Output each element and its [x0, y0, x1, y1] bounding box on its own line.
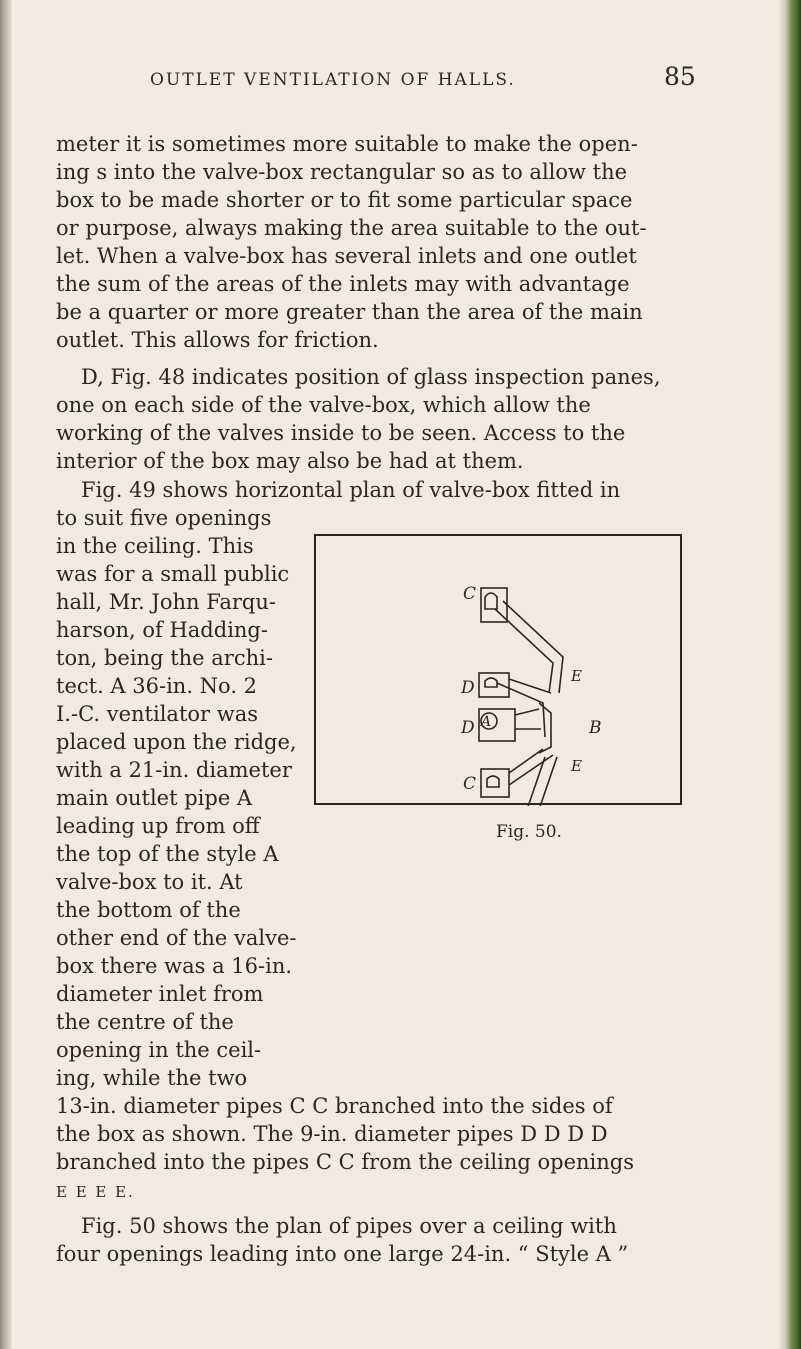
- body-line: the sum of the areas of the inlets may with advantage: [56, 272, 630, 296]
- body-line: be a quarter or more greater than the area of the main: [56, 300, 643, 324]
- opening-symbol: [485, 593, 497, 609]
- ceiling-opening-d-upper: [479, 673, 509, 697]
- body-line: ton, being the archi-: [56, 646, 273, 670]
- body-line: four openings leading into one large 24-in. “ Style A ”: [56, 1242, 629, 1266]
- body-line: harson, of Hadding-: [56, 618, 268, 642]
- label-e-upper: E: [571, 667, 582, 685]
- body-line: 13-in. diameter pipes C C branched into the sides of: [56, 1094, 613, 1118]
- body-line: the bottom of the: [56, 898, 241, 922]
- label-d-upper: D: [461, 678, 475, 698]
- body-line: E E E E.: [56, 1183, 135, 1201]
- label-c-top: C: [463, 584, 477, 604]
- label-d-lower: D: [461, 718, 475, 738]
- label-e-lower: E: [571, 757, 582, 775]
- body-line: the centre of the: [56, 1010, 234, 1034]
- body-line: other end of the valve-: [56, 926, 297, 950]
- body-line: valve-box to it. At: [56, 870, 243, 894]
- body-line: leading up from off: [56, 814, 260, 838]
- body-line: one on each side of the valve-box, which allow the: [56, 393, 591, 417]
- body-line: to suit five openings: [56, 506, 272, 530]
- body-line: tect. A 36-in. No. 2: [56, 674, 258, 698]
- body-line: Fig. 49 shows horizontal plan of valve-box fitted in: [81, 478, 621, 502]
- pipe-c-lower: [519, 757, 545, 806]
- figure-50-pipe-plan: [313, 533, 683, 806]
- body-line: box there was a 16-in.: [56, 954, 293, 978]
- running-head: OUTLET VENTILATION OF HALLS.: [150, 70, 516, 90]
- figure-caption: Fig. 50.: [496, 822, 562, 842]
- body-line: box to be made shorter or to fit some particular space: [56, 188, 633, 212]
- body-line: hall, Mr. John Farqu-: [56, 590, 276, 614]
- body-line: let. When a valve-box has several inlets and one outlet: [56, 244, 637, 268]
- body-line: diameter inlet from: [56, 982, 264, 1006]
- right-page-edge: [779, 0, 801, 1349]
- body-line: main outlet pipe A: [56, 786, 253, 810]
- label-c-bottom: C: [463, 774, 477, 794]
- body-line: with a 21-in. diameter: [56, 758, 292, 782]
- label-b: B: [589, 718, 602, 738]
- body-line: placed upon the ridge,: [56, 730, 297, 754]
- body-line: outlet. This allows for friction.: [56, 328, 379, 352]
- body-line: the top of the style A: [56, 842, 279, 866]
- body-line: ing s into the valve-box rectangular so as to allow the: [56, 160, 628, 184]
- body-line: working of the valves inside to be seen. Access to the: [56, 421, 626, 445]
- label-a: A: [481, 714, 492, 730]
- body-line: interior of the box may also be had at them.: [56, 449, 524, 473]
- body-line: D, Fig. 48 indicates position of glass inspection panes,: [81, 365, 661, 389]
- body-line: ing, while the two: [56, 1066, 248, 1090]
- body-line: meter it is sometimes more suitable to make the open-: [56, 132, 638, 156]
- body-line: I.-C. ventilator was: [56, 702, 259, 726]
- body-line: the box as shown. The 9-in. diameter pipes D D D D: [56, 1122, 608, 1146]
- body-line: branched into the pipes C C from the ceiling openings: [56, 1150, 634, 1174]
- left-page-edge: [0, 0, 12, 1349]
- ceiling-opening-d-lower: [481, 769, 509, 797]
- body-line: was for a small public: [56, 562, 290, 586]
- body-line: in the ceiling. This: [56, 534, 254, 558]
- body-line: Fig. 50 shows the plan of pipes over a ceiling with: [81, 1214, 617, 1238]
- body-line: or purpose, always making the area suitable to the out-: [56, 216, 647, 240]
- body-line: opening in the ceil-: [56, 1038, 262, 1062]
- page-number: 85: [664, 62, 696, 91]
